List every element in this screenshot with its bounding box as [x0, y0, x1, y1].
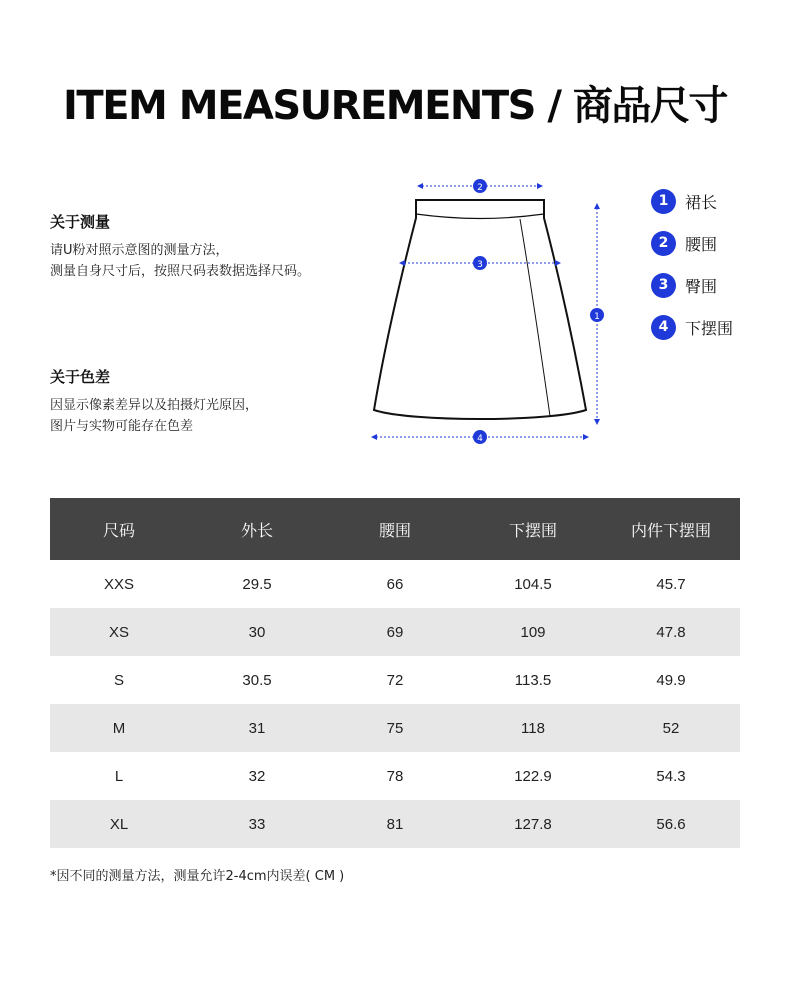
table-cell: M	[112, 719, 126, 737]
legend-label: 腰围	[685, 234, 718, 254]
about-color-heading: 关于色差	[50, 368, 111, 386]
skirt-outline	[374, 200, 586, 419]
table-cell: 75	[386, 719, 404, 737]
header-outer-length: 外长	[240, 520, 273, 540]
table-row	[50, 752, 740, 800]
legend-item-waist	[651, 229, 733, 257]
table-cell: 122.9	[514, 767, 552, 785]
page-title: ITEM MEASUREMENTS / 商品尺寸	[63, 83, 727, 129]
table-cell: 52	[662, 719, 680, 737]
table-header-row	[50, 498, 740, 560]
header-hem: 下摆围	[508, 520, 557, 540]
table-cell: XS	[108, 623, 129, 641]
header-size: 尺码	[102, 520, 135, 540]
table-cell: 30.5	[242, 671, 272, 689]
measurement-footnote: *因不同的测量方法，测量允许2-4cm内误差( CM )	[50, 869, 345, 884]
legend-number: 1	[651, 189, 676, 214]
table-cell: XL	[109, 815, 129, 833]
table-cell: 49.9	[656, 671, 686, 689]
table-cell: 45.7	[656, 575, 686, 593]
table-cell: 78	[386, 767, 404, 785]
table-cell: 54.3	[656, 767, 686, 785]
table-cell: 47.8	[656, 623, 686, 641]
table-row	[50, 800, 740, 848]
measurement-legend	[651, 187, 733, 355]
about-measurement-heading: 关于测量	[50, 213, 111, 231]
legend-item-hem	[651, 313, 733, 341]
legend-number: 2	[651, 231, 676, 256]
skirt-illustration	[360, 170, 620, 460]
legend-number: 3	[651, 273, 676, 298]
table-cell: XXS	[103, 575, 134, 593]
table-cell: 29.5	[242, 575, 272, 593]
table-cell: 31	[248, 719, 266, 737]
table-cell: 113.5	[514, 671, 552, 689]
table-cell: 127.8	[514, 815, 552, 833]
about-color-line-2: 图片与实物可能存在色差	[50, 419, 194, 434]
marker-3-label: 3	[477, 260, 483, 270]
table-row	[50, 608, 740, 656]
legend-label: 下摆围	[685, 318, 734, 338]
about-measurement-line-1: 请U粉对照示意图的测量方法，	[50, 243, 229, 258]
table-cell: 109	[520, 623, 546, 641]
legend-item-hip	[651, 271, 733, 299]
skirt-diagram	[360, 170, 620, 460]
table-cell: 69	[386, 623, 404, 641]
about-measurement-section	[50, 211, 370, 282]
about-color-line-1: 因显示像素差异以及拍摄灯光原因，	[50, 398, 259, 413]
marker-4-label: 4	[477, 434, 483, 444]
marker-1-label: 1	[594, 312, 600, 322]
table-row	[50, 656, 740, 704]
marker-2-label: 2	[477, 183, 483, 193]
table-cell: 33	[248, 815, 266, 833]
table-cell: 118	[521, 719, 545, 737]
table-cell: 104.5	[514, 575, 552, 593]
legend-item-length	[651, 187, 733, 215]
table-cell: 66	[386, 575, 404, 593]
legend-number: 4	[651, 315, 676, 340]
table-row	[50, 704, 740, 752]
legend-label: 臀围	[685, 276, 718, 296]
about-measurement-line-2: 测量自身尺寸后，按照尺码表数据选择尺码。	[50, 264, 311, 279]
table-cell: 81	[386, 815, 404, 833]
table-cell: S	[113, 671, 124, 689]
header-waist: 腰围	[378, 520, 411, 540]
table-cell: 30	[248, 623, 266, 641]
table-cell: 32	[248, 767, 266, 785]
size-chart-table	[50, 498, 740, 848]
table-cell: L	[114, 767, 124, 785]
table-cell: 72	[386, 671, 404, 689]
table-cell: 56.6	[656, 815, 686, 833]
header-inner-hem: 内件下摆围	[630, 520, 711, 540]
legend-label: 裙长	[685, 192, 718, 212]
about-color-section	[50, 366, 370, 437]
table-row	[50, 560, 740, 608]
